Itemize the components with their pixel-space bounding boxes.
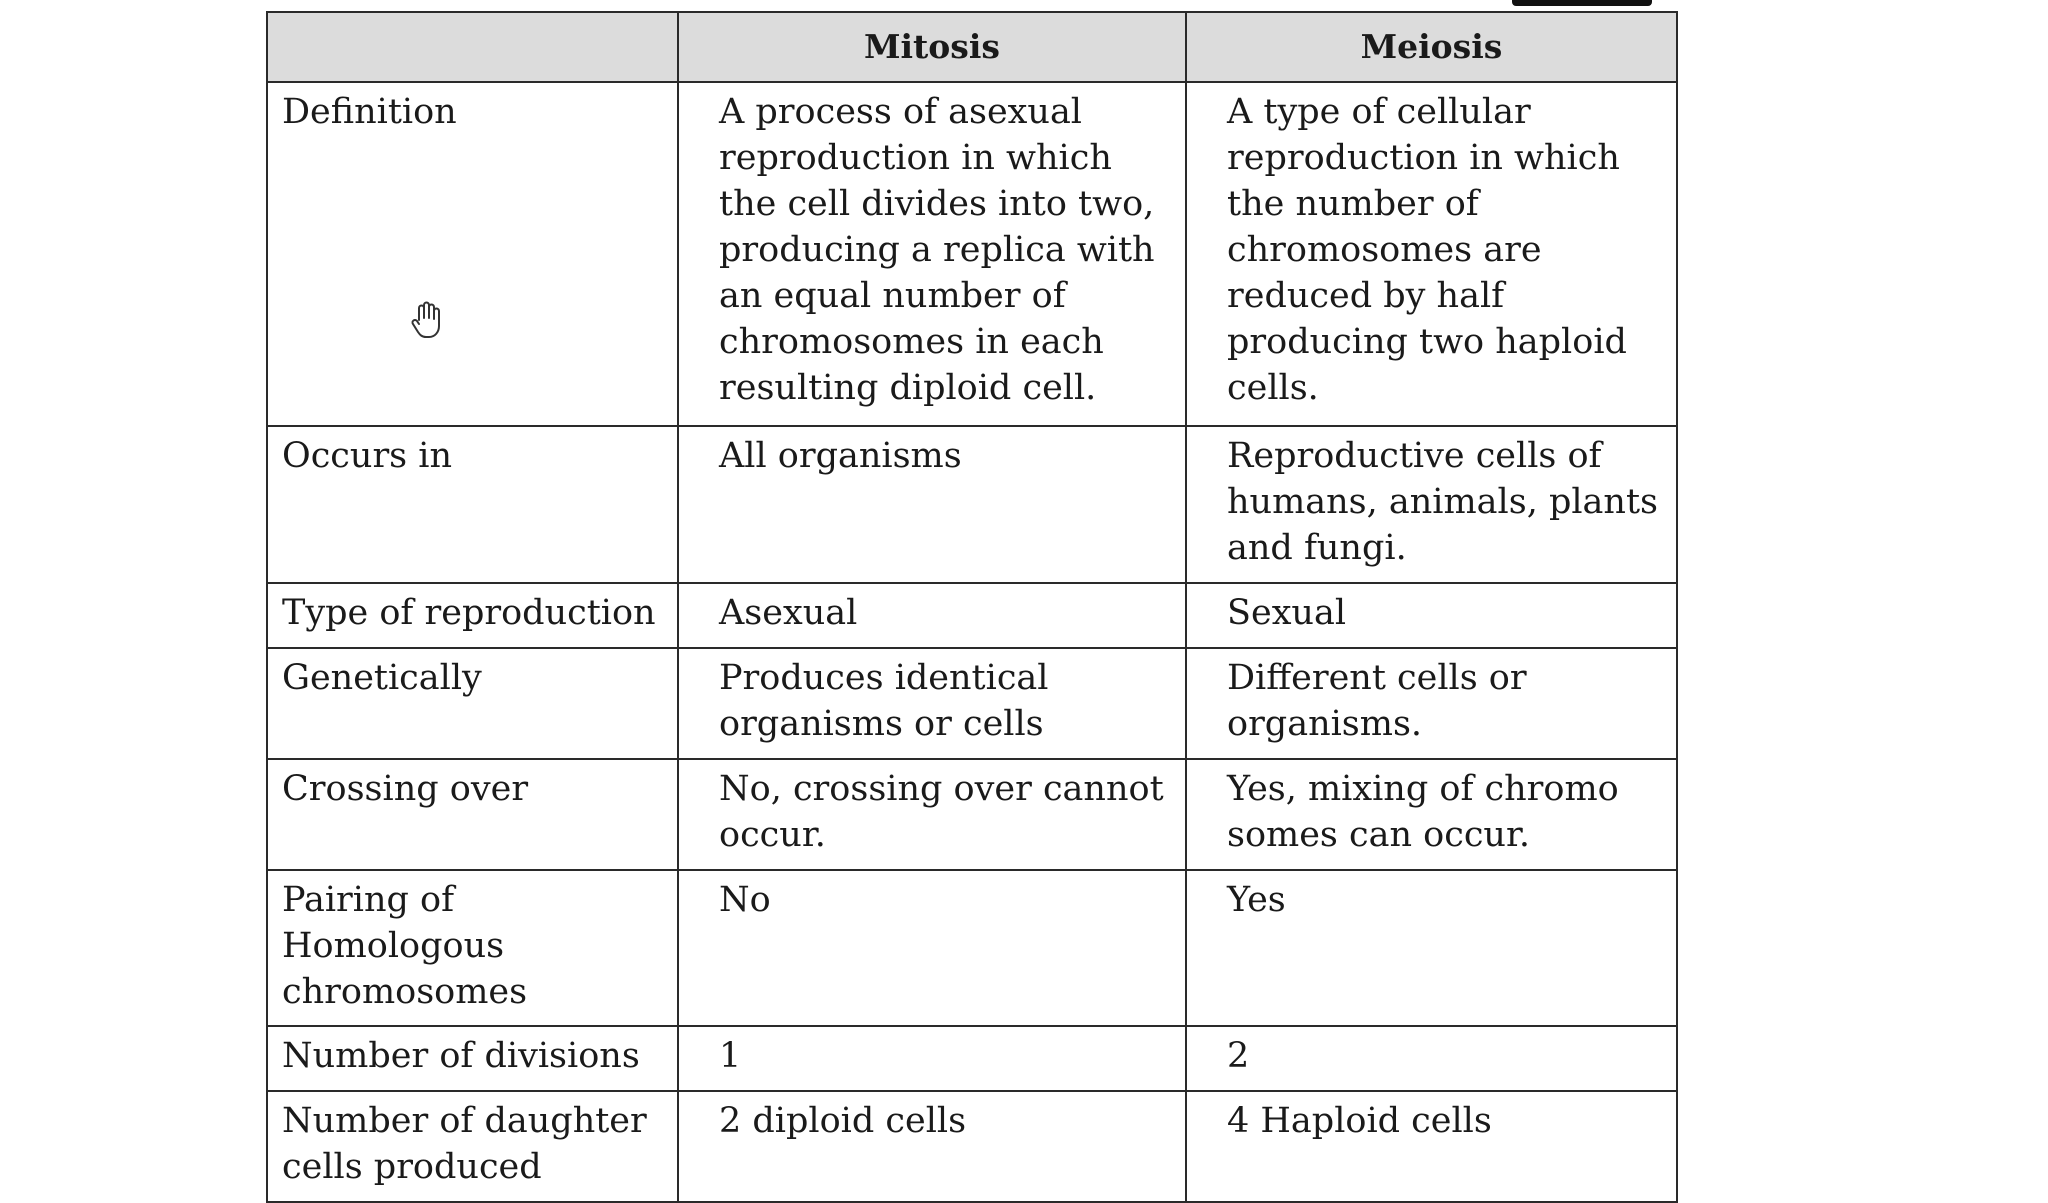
row-label: Genetically [267,648,678,759]
table-row [267,1091,1677,1202]
meiosis-cell: Yes [1186,870,1677,1026]
header-meiosis: Meiosis [1186,12,1677,82]
mitosis-cell: A process of asexual reproduction in which the cell divides into two, producing a replica with an equal number of chromosomes in each resulting diploid cell. [678,82,1186,426]
row-label: Number of daughter cells produced [267,1091,678,1202]
table-header-row [267,12,1677,82]
table-row [267,1026,1677,1091]
meiosis-cell: Yes, mixing of chromo somes can occur. [1186,759,1677,870]
mitosis-cell: 2 diploid cells [678,1091,1186,1202]
mitosis-cell: All organisms [678,426,1186,583]
mitosis-cell: Asexual [678,583,1186,648]
table-row [267,426,1677,583]
mitosis-cell: No, crossing over cannot occur. [678,759,1186,870]
table-row [267,648,1677,759]
meiosis-cell: Sexual [1186,583,1677,648]
table-row [267,870,1677,1026]
mitosis-cell: No [678,870,1186,1026]
meiosis-cell: 2 [1186,1026,1677,1091]
table-row [267,82,1677,426]
mitosis-cell: 1 [678,1026,1186,1091]
table-row [267,759,1677,870]
mitosis-cell: Produces identical organisms or cells [678,648,1186,759]
row-label: Number of divisions [267,1026,678,1091]
row-label: Crossing over [267,759,678,870]
meiosis-cell: Reproductive cells of humans, animals, plants and fungi. [1186,426,1677,583]
top-edge-mark [1512,0,1652,6]
meiosis-cell: A type of cellular reproduction in which the number of chromosomes are reduced by half producing two haploid cells. [1186,82,1677,426]
table-row [267,583,1677,648]
meiosis-cell: Different cells or organisms. [1186,648,1677,759]
hand-cursor-icon [408,300,446,340]
row-label: Pairing of Homologous chromosomes [267,870,678,1026]
mitosis-meiosis-comparison-table [266,11,1678,1203]
row-label: Occurs in [267,426,678,583]
meiosis-cell: 4 Haploid cells [1186,1091,1677,1202]
row-label: Type of reproduction [267,583,678,648]
header-blank-cell [267,12,678,82]
header-mitosis: Mitosis [678,12,1186,82]
row-label: Definition [267,82,678,426]
